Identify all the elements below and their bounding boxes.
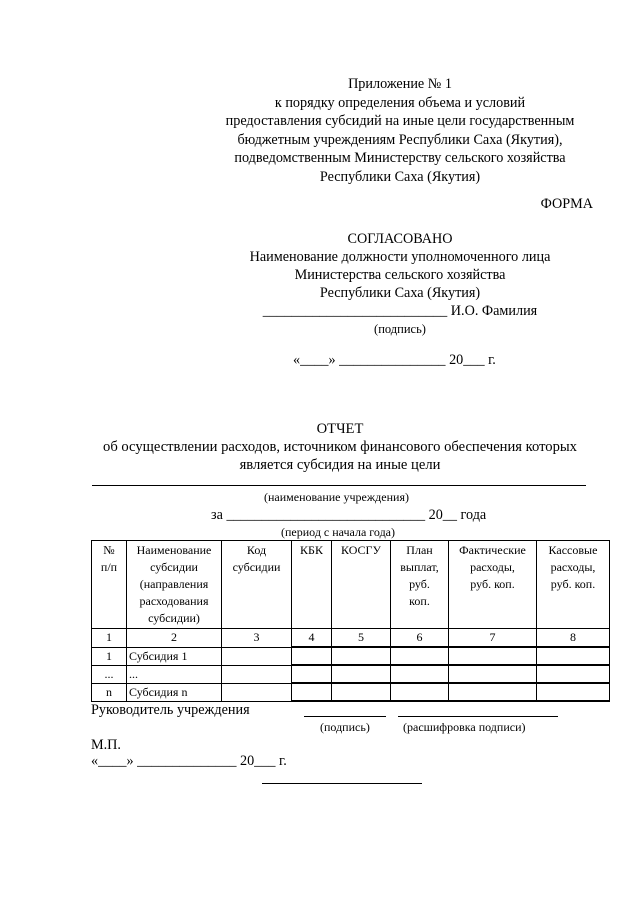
annex-line: предоставления субсидий на иные цели государственным — [225, 113, 575, 130]
row-cell — [222, 665, 292, 683]
column-number-row — [92, 629, 610, 648]
footer-date-line: «____» ______________ 20___ г. — [91, 753, 287, 769]
form-label: ФОРМА — [540, 196, 593, 212]
row-cell — [537, 647, 610, 665]
row-number: 1 — [92, 647, 127, 665]
agreed-sign-caption: (подпись) — [374, 322, 426, 336]
decode-line — [398, 716, 558, 717]
agreed-line: Республики Саха (Якутия) — [319, 285, 481, 301]
row-name: Субсидия 1 — [127, 647, 222, 665]
row-cell — [537, 683, 610, 701]
header-cell-plan: План выплат, руб. коп. — [391, 541, 449, 629]
row-cell — [449, 665, 537, 683]
period-line: за ____________________________ 20__ года — [211, 507, 487, 523]
report-table — [91, 540, 610, 702]
row-cell — [537, 665, 610, 683]
row-cell — [391, 665, 449, 683]
row-cell — [292, 647, 332, 665]
table-row — [92, 647, 610, 665]
header-cell-actual: Фактические расходы, руб. коп. — [449, 541, 537, 629]
row-cell — [332, 683, 391, 701]
row-name: ... — [127, 665, 222, 683]
agreed-heading: СОГЛАСОВАНО — [347, 231, 453, 247]
header-cell-num: № п/п — [92, 541, 127, 629]
report-subtitle-line: является субсидия на иные цели — [239, 457, 441, 473]
row-number: n — [92, 683, 127, 701]
signature-caption: (подпись) — [320, 720, 370, 734]
annex-line: подведомственным Министерству сельского хозяйства — [234, 150, 566, 167]
column-number: 3 — [222, 629, 292, 648]
annex-line: Республики Саха (Якутия) — [319, 168, 481, 185]
bottom-line — [262, 783, 422, 784]
column-number: 6 — [391, 629, 449, 648]
row-cell — [292, 683, 332, 701]
period-caption: (период с начала года) — [281, 525, 396, 539]
row-name: Субсидия n — [127, 683, 222, 701]
annex-header — [170, 75, 630, 187]
decode-caption: (расшифровка подписи) — [403, 720, 526, 734]
row-cell — [222, 647, 292, 665]
row-cell — [391, 683, 449, 701]
row-cell — [332, 647, 391, 665]
signature-line — [304, 716, 386, 717]
row-cell — [449, 647, 537, 665]
agreed-block — [190, 230, 610, 338]
annex-line: к порядку определения объема и условий — [274, 94, 526, 111]
annex-line: бюджетным учреждениям Республики Саха (Якутия), — [237, 131, 563, 148]
row-cell — [449, 683, 537, 701]
column-number: 1 — [92, 629, 127, 648]
column-number: 8 — [537, 629, 610, 648]
institution-line — [92, 485, 586, 486]
column-number: 2 — [127, 629, 222, 648]
row-cell — [391, 647, 449, 665]
column-number: 5 — [332, 629, 391, 648]
agreed-line: Министерства сельского хозяйства — [294, 267, 506, 283]
row-cell — [332, 665, 391, 683]
table-header-row — [92, 541, 610, 629]
column-number: 7 — [449, 629, 537, 648]
row-number: ... — [92, 665, 127, 683]
report-title: ОТЧЕТ — [316, 421, 364, 437]
table-row — [92, 683, 610, 701]
header-cell-name: Наименование субсидии (направления расходования субсидии) — [127, 541, 222, 629]
stamp-label: М.П. — [91, 737, 121, 753]
column-number: 4 — [292, 629, 332, 648]
header-cell-kosgu: КОСГУ — [332, 541, 391, 629]
header-cell-cash: Кассовые расходы, руб. коп. — [537, 541, 610, 629]
header-cell-kbk: КБК — [292, 541, 332, 629]
head-label: Руководитель учреждения — [91, 702, 250, 718]
agreed-date-line: «____» _______________ 20___ г. — [293, 352, 496, 368]
report-title-block — [60, 420, 620, 474]
row-cell — [222, 683, 292, 701]
report-subtitle-line: об осуществлении расходов, источником финансового обеспечения которых — [103, 439, 577, 455]
header-cell-code: Код субсидии — [222, 541, 292, 629]
table-row — [92, 665, 610, 683]
agreed-line: Наименование должности уполномоченного лица — [249, 249, 551, 265]
agreed-sign-line: __________________________ И.О. Фамилия — [262, 303, 538, 319]
institution-caption: (наименование учреждения) — [264, 490, 409, 504]
row-cell — [292, 665, 332, 683]
annex-line: Приложение № 1 — [348, 76, 452, 92]
